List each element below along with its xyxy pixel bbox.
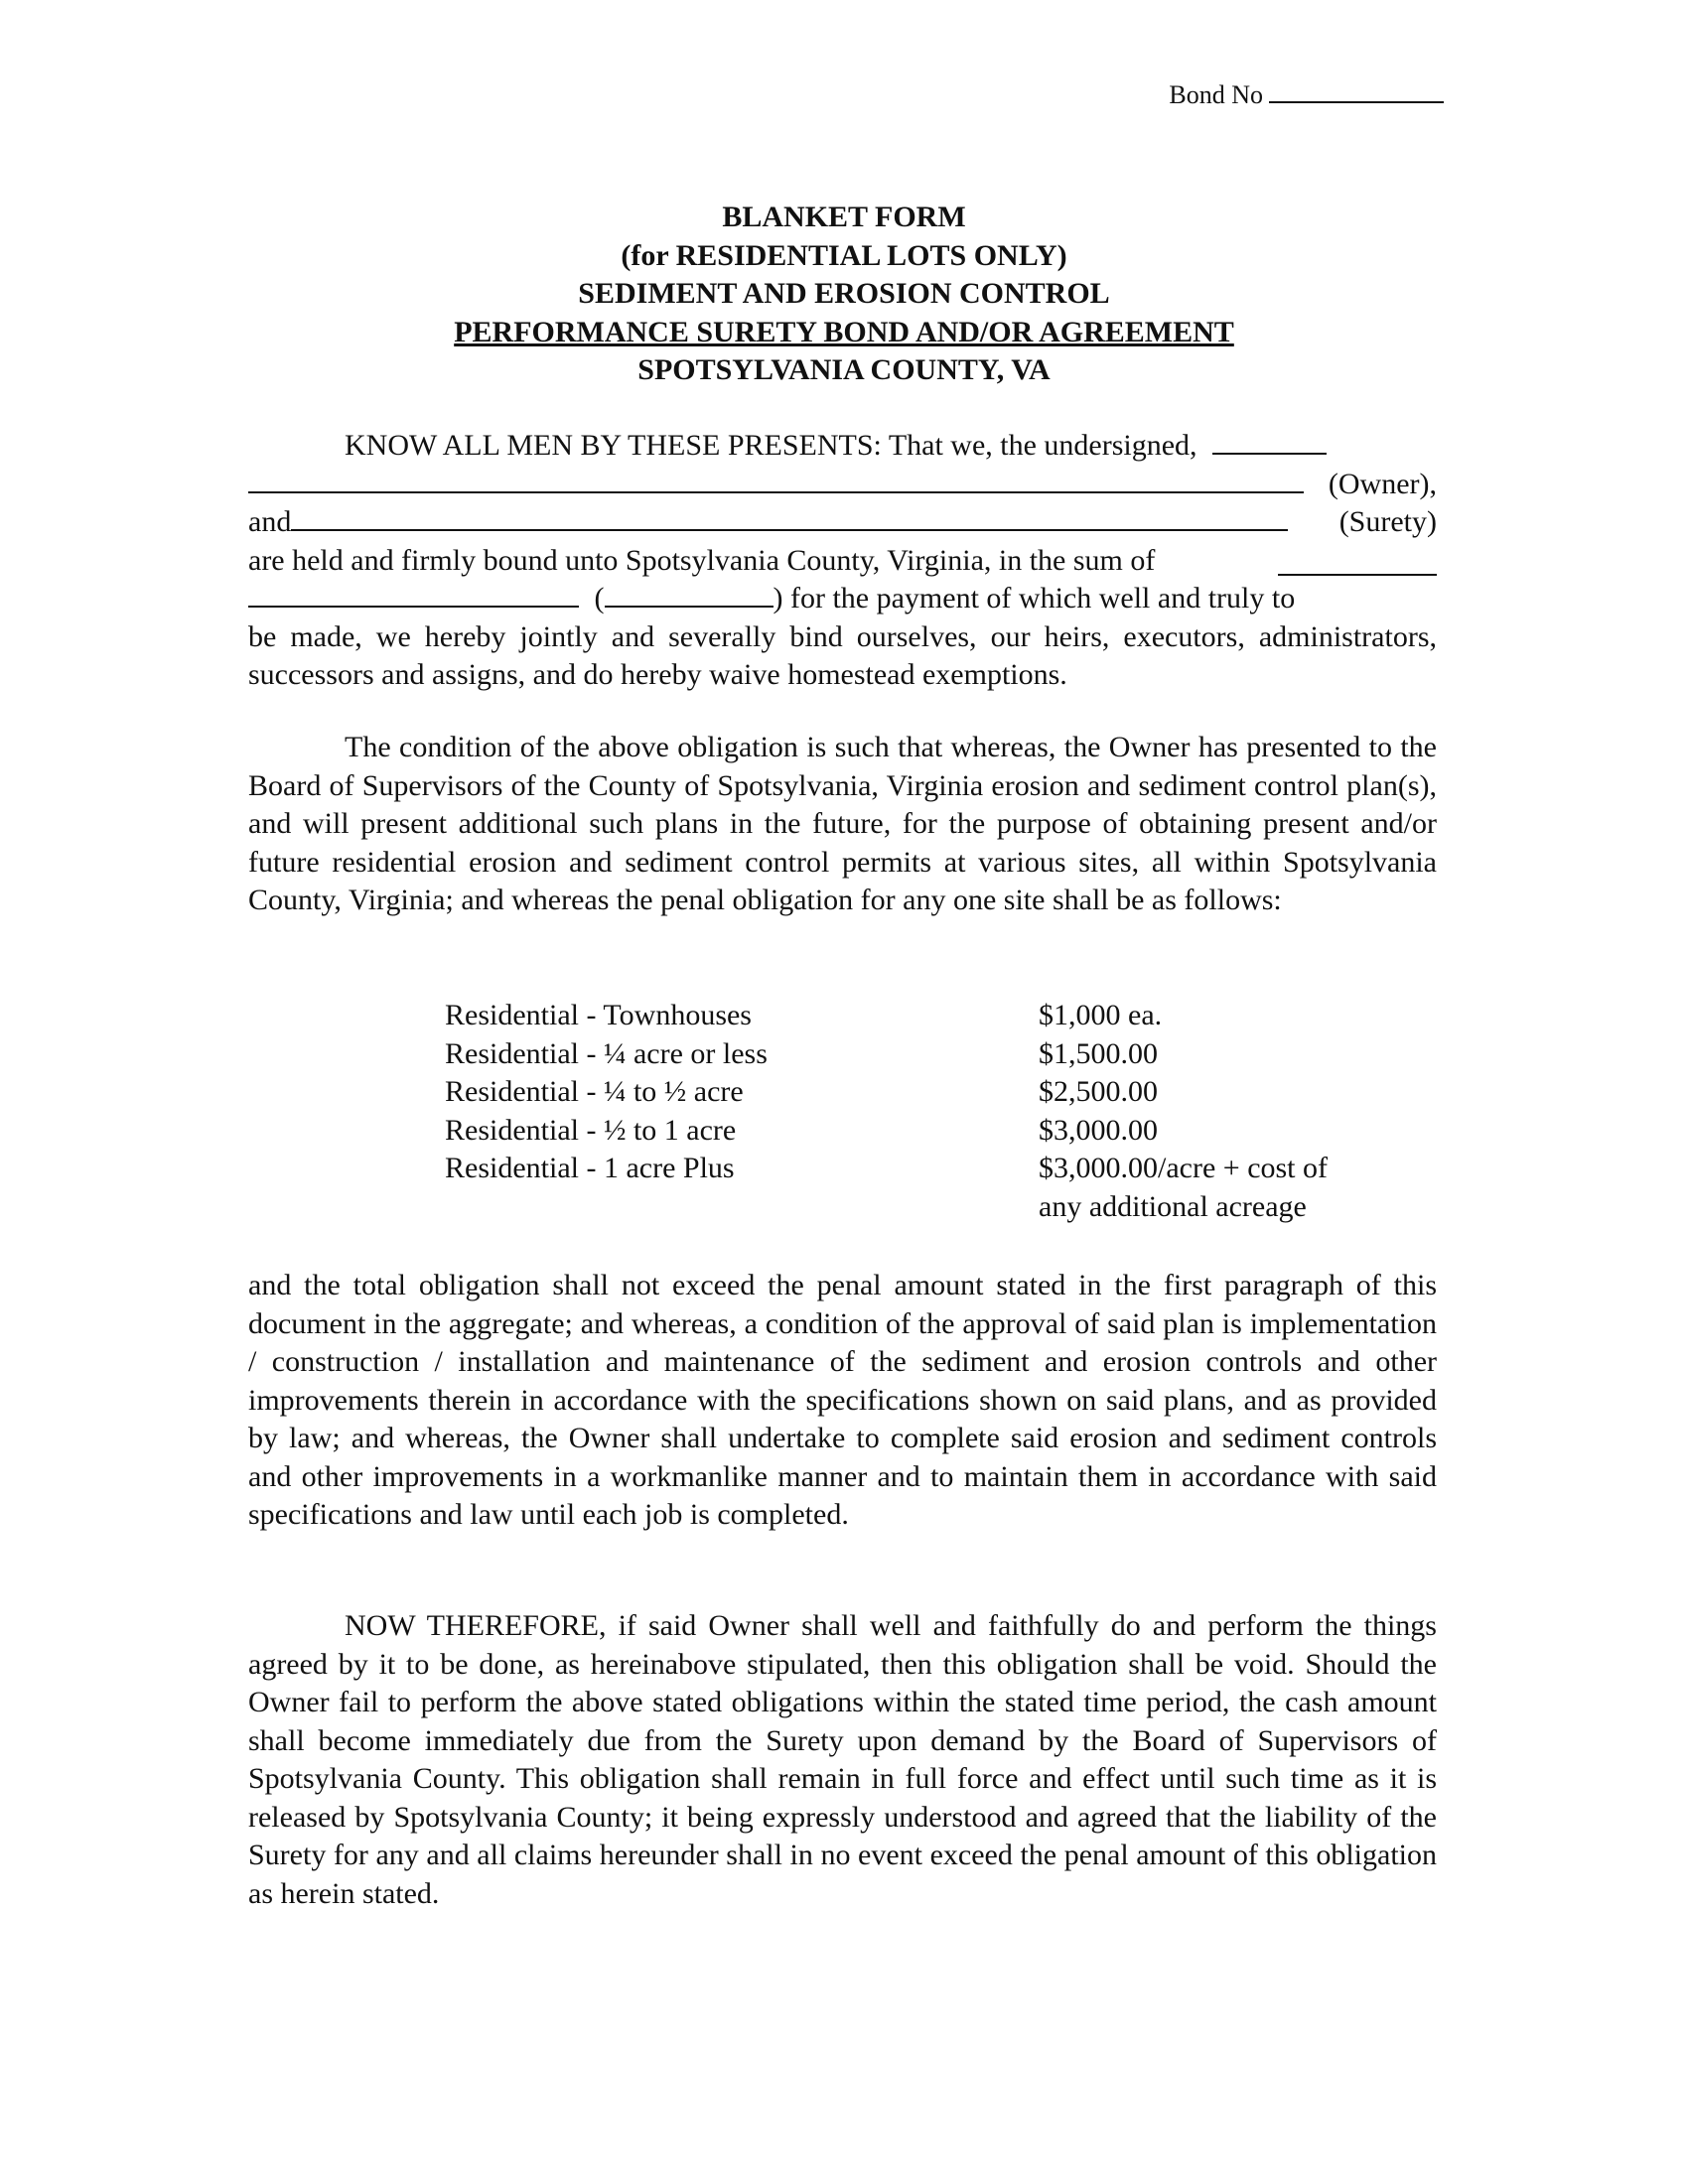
- condition-text: The condition of the above obligation is such that whereas, the Owner has presented to the Board of Supervisors of the County of Spotsylvania, Virginia erosion and sediment control plan(s), and will present additional such plans in the future, for the purpose of obtaining present and/or future residential erosion and sediment control permits at various sites, all within Spotsylvania County, Virginia; and whereas the penal obligation for any one site shall be as follows:: [248, 731, 1437, 916]
- fee-amount: $2,500.00: [1039, 1075, 1158, 1108]
- parties-line-3: [248, 503, 1437, 542]
- sum-words-blank-2[interactable]: [248, 582, 579, 608]
- title-line-2: (for RESIDENTIAL LOTS ONLY): [621, 238, 1067, 272]
- owner-label: (Owner),: [1328, 467, 1437, 500]
- parties-line-5: [248, 580, 1437, 618]
- fee-amount: $3,000.00: [1039, 1113, 1158, 1147]
- open-paren: (: [594, 582, 605, 614]
- document-title: [0, 199, 1688, 390]
- undersigned-blank[interactable]: [1212, 429, 1327, 455]
- paragraph-now-therefore: [248, 1607, 1437, 1913]
- fee-row: [445, 1035, 1398, 1074]
- paragraph-condition: [248, 729, 1437, 920]
- bond-number-blank[interactable]: [1269, 77, 1444, 103]
- title-line-1: BLANKET FORM: [722, 201, 966, 233]
- fee-amount-line-2: any additional acreage: [1039, 1189, 1307, 1223]
- payment-text: ) for the payment of which well and truly to: [773, 582, 1296, 614]
- fee-label: Residential - Townhouses: [445, 999, 752, 1031]
- paragraph-parties: [248, 427, 1437, 695]
- fee-amount: $1,500.00: [1039, 1036, 1158, 1070]
- parties-intro-text: KNOW ALL MEN BY THESE PRESENTS: That we, the undersigned,: [345, 429, 1197, 462]
- owner-name-blank[interactable]: [248, 468, 1304, 493]
- title-line-5: SPOTSYLVANIA COUNTY, VA: [637, 353, 1051, 386]
- now-therefore-text: NOW THEREFORE, if said Owner shall well and faithfully do and perform the things agreed by it to be done, as hereinabove stipulated, then this obligation shall be void. Should the Owner fail to perform the above stated obligations within the stated time period, the cash amount shall become immediately due from the Surety upon demand by the Board of Supervisors of Spotsylvania County. This obligation shall remain in full force and effect until such time as it is released by Spotsylvania County; it being expressly understood and agreed that the liability of the Surety for any and all claims hereunder shall in no event exceed the penal amount of this obligation as herein stated.: [248, 1609, 1437, 1910]
- fee-amount-line-1: $3,000.00/acre + cost of: [1039, 1152, 1329, 1184]
- parties-line-4: [248, 542, 1437, 581]
- fee-amount: [1039, 1150, 1398, 1226]
- fee-label: Residential - ¼ acre or less: [445, 1036, 768, 1070]
- fee-row: [445, 1150, 1398, 1226]
- paragraph-total-obligation: [248, 1267, 1437, 1535]
- fee-amount: $1,000 ea.: [1039, 999, 1163, 1031]
- bound-sum-text: are held and firmly bound unto Spotsylvania County, Virginia, in the sum of: [248, 543, 1156, 577]
- bond-number-field: [1169, 77, 1444, 111]
- parties-line-2: [248, 466, 1437, 504]
- surety-label: (Surety): [1338, 505, 1437, 538]
- fee-row: [445, 997, 1398, 1035]
- and-label: and: [248, 505, 292, 538]
- fee-label: Residential - 1 acre Plus: [445, 1152, 735, 1184]
- bond-number-label: Bond No: [1169, 80, 1263, 109]
- total-obligation-text: and the total obligation shall not exceed the penal amount stated in the first paragraph of this document in the aggregate; and whereas, a condition of the approval of said plan is implementation / construction / installation and maintenance of the sediment and erosion controls and other improvements therein in accordance with the specifications shown on said plans, and as provided by law; and whereas, the Owner shall undertake to complete said erosion and sediment controls and other improvements in a workmanlike manner and to maintain them in accordance with said specifications and law until each job is completed.: [248, 1269, 1437, 1531]
- parties-line-1: [248, 427, 1437, 466]
- title-line-3: SEDIMENT AND EROSION CONTROL: [578, 277, 1110, 310]
- fee-label: Residential - ½ to 1 acre: [445, 1113, 737, 1147]
- parties-line-6: be made, we hereby jointly and severally bind ourselves, our heirs, executors, administrators, successors and assigns, and do hereby waive homestead exemptions.: [248, 619, 1437, 691]
- title-line-4: PERFORMANCE SURETY BOND AND/OR AGREEMENT: [454, 315, 1234, 348]
- fee-row: [445, 1073, 1398, 1112]
- surety-name-blank[interactable]: [291, 505, 1288, 531]
- sum-words-blank-1[interactable]: [1278, 550, 1437, 576]
- penal-obligation-table: [445, 997, 1398, 1226]
- fee-row: [445, 1112, 1398, 1151]
- sum-figures-blank[interactable]: [605, 582, 774, 608]
- fee-label: Residential - ¼ to ½ acre: [445, 1075, 744, 1108]
